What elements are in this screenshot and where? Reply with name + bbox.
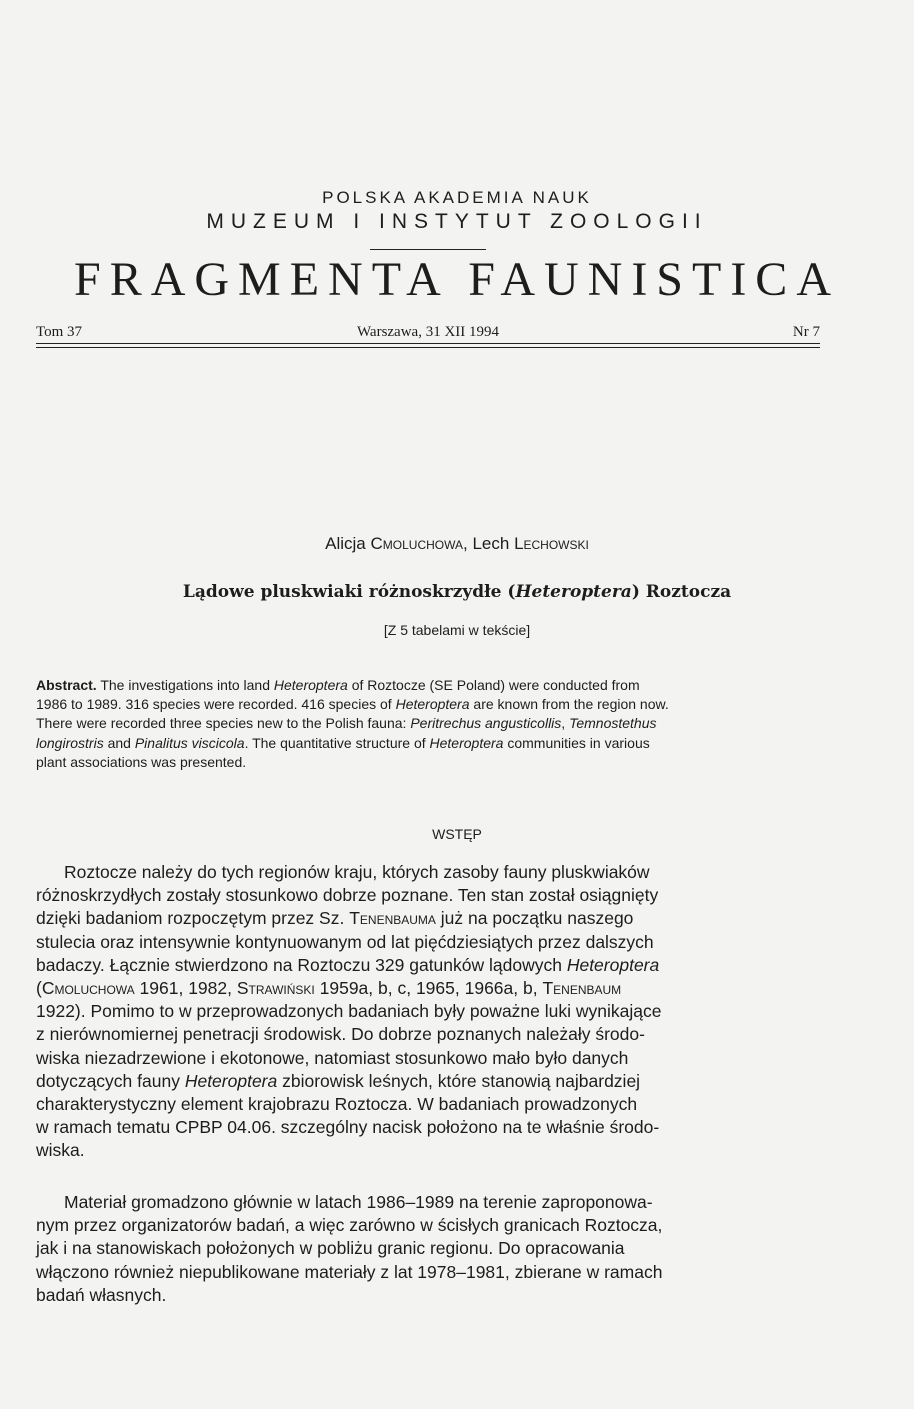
abstract-line: There were recorded three species new to the Polish fauna: Peritrechus angusticollis, Temnostethus [36, 715, 657, 732]
tables-note: [Z 5 tabelami w tekście] [383, 622, 531, 638]
text-line: wiska niezadrzewione i ekotonowe, natomiast stosunkowo mało było danych [36, 1047, 629, 1068]
institution-academy: POLSKA AKADEMIA NAUK [322, 188, 592, 207]
institution-museum: MUZEUM I INSTYTUT ZOOLOGII [206, 210, 708, 233]
text-line: dzięki badaniom rozpoczętym przez Sz. Tenenbauma już na początku naszego [36, 908, 634, 929]
abstract-line: Abstract. The investigations into land Heteroptera of Roztocze (SE Poland) were conducted from [36, 677, 640, 693]
author1-surname: Cmoluchowa [370, 534, 463, 553]
text-line: stulecia oraz intensywnie kontynuowanym od lat pięćdziesiątych przez dalszych [36, 931, 654, 952]
abstract-line: plant associations was presented. [36, 753, 247, 770]
text-line: 1922). Pomimo to w przeprowadzonych badaniach były poważne luki wynikające [36, 1001, 662, 1022]
text-line: wiska. [36, 1140, 85, 1161]
author1-first-name: Alicja [325, 534, 366, 553]
section-heading: WSTĘP [432, 826, 482, 842]
abstract-line: 1986 to 1989. 316 species were recorded. 416 species of Heteroptera are known from the region now. [36, 696, 669, 713]
text-line: charakterystyczny element krajobrazu Roztocza. W badaniach prowadzonych [36, 1094, 638, 1115]
abstract [36, 676, 820, 772]
abstract-label: Abstract. [36, 677, 97, 693]
author2-surname: Lechowski [514, 534, 589, 553]
abstract-line: longirostris and Pinalitus viscicola. The quantitative structure of Heteroptera communities in various [36, 734, 650, 751]
author2-first-name: Lech [472, 534, 510, 553]
text-line: Roztocze należy do tych regionów kraju, których zasoby fauny pluskwiaków [64, 862, 650, 882]
place-date: Warszawa, 31 XII 1994 [356, 324, 500, 340]
header-divider [370, 249, 486, 250]
text-line: dotyczących fauny Heteroptera zbiorowisk leśnych, które stanowią najbardziej [36, 1070, 641, 1091]
text-line: badań własnych. [36, 1284, 167, 1305]
issue-double-rule [36, 343, 820, 348]
text-line: Materiał gromadzono głównie w latach 1986–1989 na terenie zaproponowa- [64, 1192, 653, 1212]
text-line: włączono również niepublikowane materiały z lat 1978–1981, zbierane w ramach [36, 1261, 663, 1282]
text-line: badaczy. Łącznie stwierdzono na Roztoczu 329 gatunków lądowych Heteroptera [36, 954, 660, 975]
article-authors: Alicja Cmoluchowa, Lech Lechowski [325, 534, 589, 553]
issue-number: Nr 7 [792, 324, 820, 340]
journal-title: FRAGMENTA FAUNISTICA [74, 253, 840, 306]
article-title: Lądowe pluskwiaki różnoskrzydłe (Heteroptera) Roztocza [182, 582, 732, 602]
text-line: jak i na stanowiskach położonych w pobliżu granic regionu. Do opracowania [36, 1238, 625, 1259]
text-line: w ramach tematu CPBP 04.06. szczególny nacisk położono na te właśnie środo- [36, 1117, 660, 1138]
text-line: z nierównomiernej penetracji środowisk. Do dobrze poznanych należały środo- [36, 1024, 645, 1045]
volume-label: Tom 37 [36, 324, 83, 340]
paragraph-2 [36, 1191, 820, 1307]
text-line: różnoskrzydłych zostały stosunkowo dobrze poznane. Ten stan został osiągnięty [36, 885, 659, 906]
text-line: nym przez organizatorów badań, a więc zarówno w ścisłych granicach Roztocza, [36, 1215, 663, 1236]
text-line: (Cmoluchowa 1961, 1982, Strawiński 1959a, b, c, 1965, 1966a, b, Tenenbaum [36, 978, 622, 999]
paragraph-1 [36, 861, 820, 1163]
